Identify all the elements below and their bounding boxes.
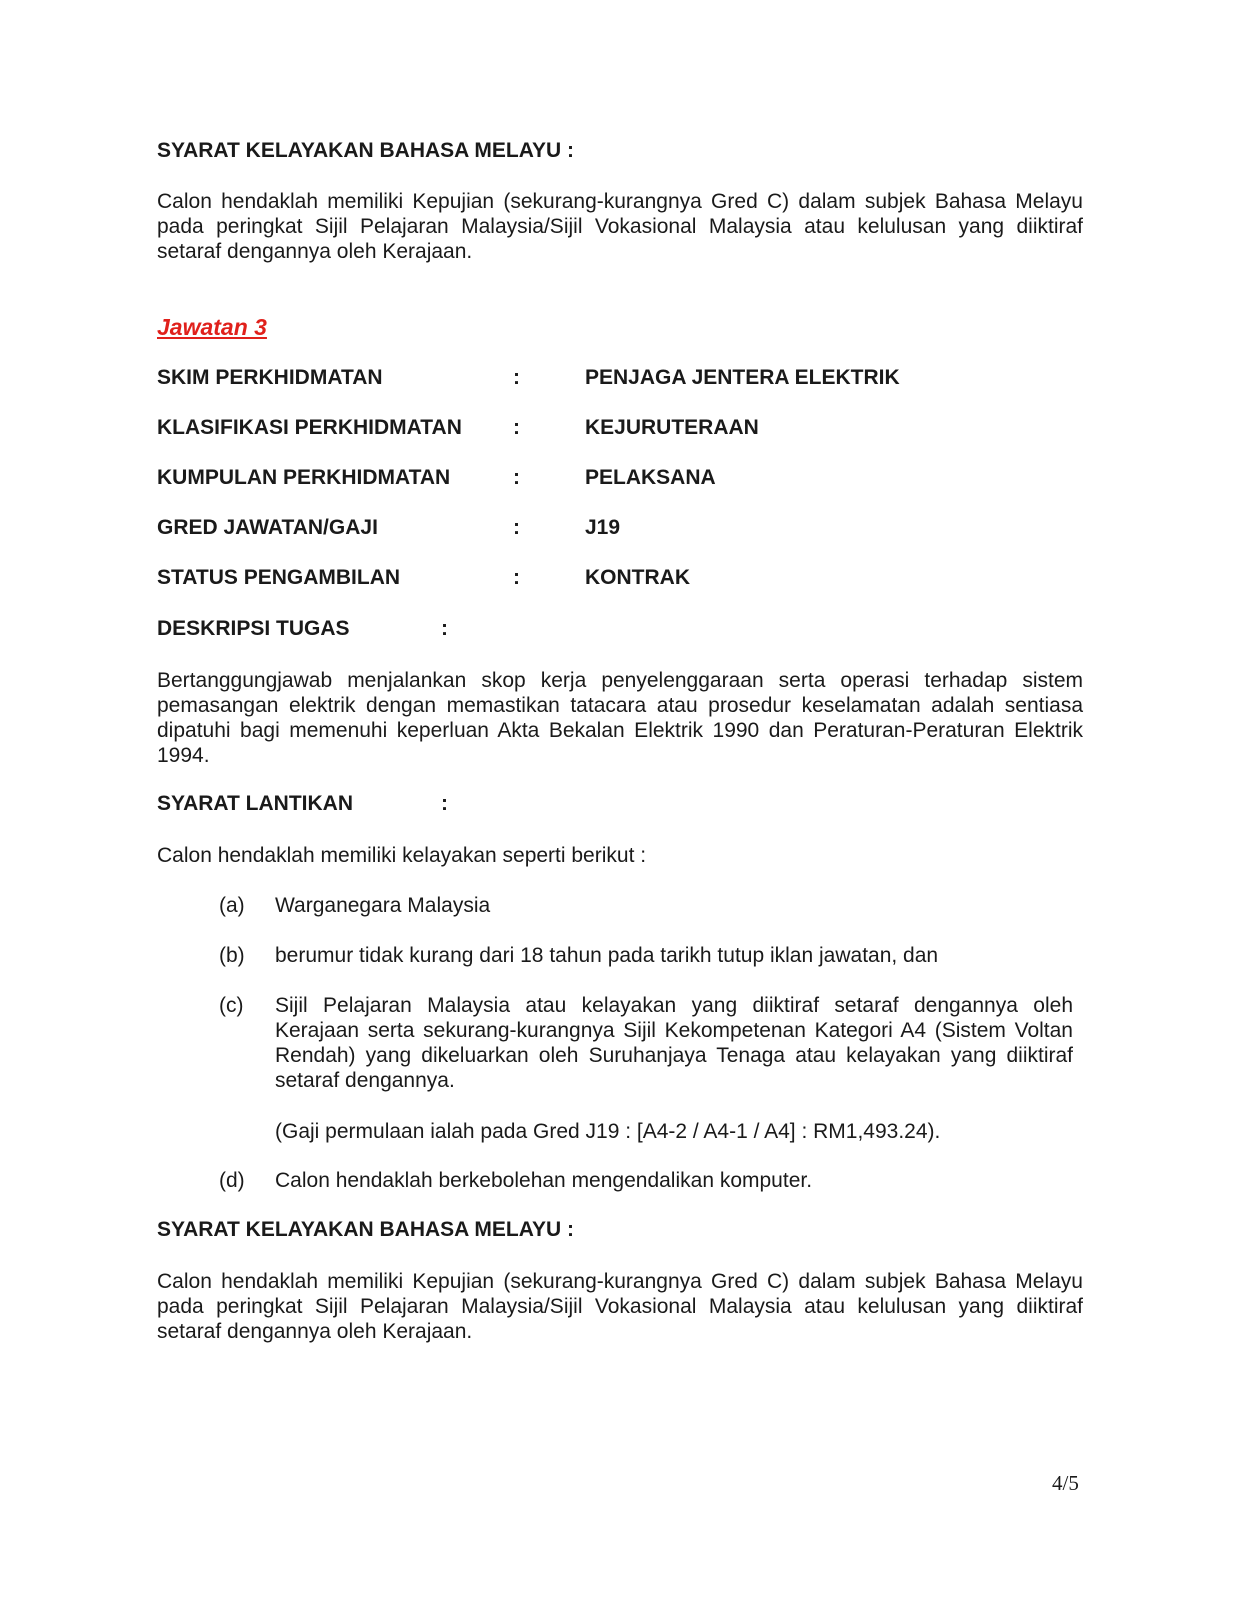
info-label: GRED JAWATAN/GAJI <box>157 516 378 539</box>
info-value: KEJURUTERAAN <box>585 416 759 439</box>
list-item-text: berumur tidak kurang dari 18 tahun pada tarikh tutup iklan jawatan, dan <box>275 944 939 967</box>
deskripsi-heading-row <box>157 617 1083 643</box>
lantikan-heading: SYARAT LANTIKAN <box>157 792 354 815</box>
info-row-skim <box>157 366 1083 392</box>
list-item-text: Warganegara Malaysia <box>275 894 491 917</box>
section-heading-bahasa-melayu-2: SYARAT KELAYAKAN BAHASA MELAYU : <box>157 1218 574 1241</box>
list-item-marker: (a) <box>219 894 245 917</box>
paragraph-bahasa-melayu-2: Calon hendaklah memiliki Kepujian (sekurang-kurangnya Gred C) dalam subjek Bahasa Melayu pada peringkat Sijil Pelajaran Malaysia/Sijil Vokasional Malaysia atau kelulusan yang diiktiraf setaraf dengannya oleh Kerajaan. <box>157 1270 1083 1343</box>
info-row-gred <box>157 516 1083 542</box>
info-row-status <box>157 566 1083 592</box>
deskripsi-heading: DESKRIPSI TUGAS <box>157 617 350 640</box>
info-value: KONTRAK <box>585 566 690 589</box>
info-label: KUMPULAN PERKHIDMATAN <box>157 466 451 489</box>
info-colon: : <box>513 466 520 489</box>
page-number: 4/5 <box>1052 1471 1079 1495</box>
list-item-marker: (c) <box>219 994 244 1017</box>
info-value: PELAKSANA <box>585 466 716 489</box>
info-row-kumpulan <box>157 466 1083 492</box>
job-title: Jawatan 3 <box>157 314 267 340</box>
list-item-marker: (b) <box>219 944 245 967</box>
list-item-text: Sijil Pelajaran Malaysia atau kelayakan yang diiktiraf setaraf dengannya oleh Kerajaan serta sekurang-kurangnya Sijil Kekompetenan Kategori A4 (Sistem Voltan Rendah) yang dikeluarkan oleh Suruhanjaya Tenaga atau kelayakan yang diiktiraf setaraf dengannya. <box>275 994 1073 1092</box>
info-label: SKIM PERKHIDMATAN <box>157 366 383 389</box>
info-label: KLASIFIKASI PERKHIDMATAN <box>157 416 462 439</box>
deskripsi-paragraph: Bertanggungjawab menjalankan skop kerja penyelenggaraan serta operasi terhadap sistem pemasangan elektrik dengan memastikan tatacara atau prosedur keselamatan adalah sentiasa dipatuhi bagi memenuhi keperluan Akta Bekalan Elektrik 1990 dan Peraturan-Peraturan Elektrik 1994. <box>157 669 1083 767</box>
paragraph-bahasa-melayu-1: Calon hendaklah memiliki Kepujian (sekurang-kurangnya Gred C) dalam subjek Bahasa Melayu pada peringkat Sijil Pelajaran Malaysia/Sijil Vokasional Malaysia atau kelulusan yang diiktiraf setaraf dengannya oleh Kerajaan. <box>157 190 1083 263</box>
list-item-marker: (d) <box>219 1169 245 1192</box>
deskripsi-colon: : <box>441 617 448 640</box>
info-row-klasifikasi <box>157 416 1083 442</box>
list-item-text: Calon hendaklah berkebolehan mengendalikan komputer. <box>275 1169 813 1192</box>
info-colon: : <box>513 566 520 589</box>
info-label: STATUS PENGAMBILAN <box>157 566 401 589</box>
info-value: J19 <box>585 516 621 539</box>
info-colon: : <box>513 516 520 539</box>
lantikan-intro: Calon hendaklah memiliki kelayakan seperti berikut : <box>157 844 647 867</box>
section-heading-bahasa-melayu-1: SYARAT KELAYAKAN BAHASA MELAYU : <box>157 139 574 162</box>
info-colon: : <box>513 416 520 439</box>
lantikan-heading-row <box>157 792 1083 818</box>
info-colon: : <box>513 366 520 389</box>
info-value: PENJAGA JENTERA ELEKTRIK <box>585 366 900 389</box>
lantikan-colon: : <box>441 792 448 815</box>
salary-note: (Gaji permulaan ialah pada Gred J19 : [A4-2 / A4-1 / A4] : RM1,493.24). <box>275 1120 941 1143</box>
